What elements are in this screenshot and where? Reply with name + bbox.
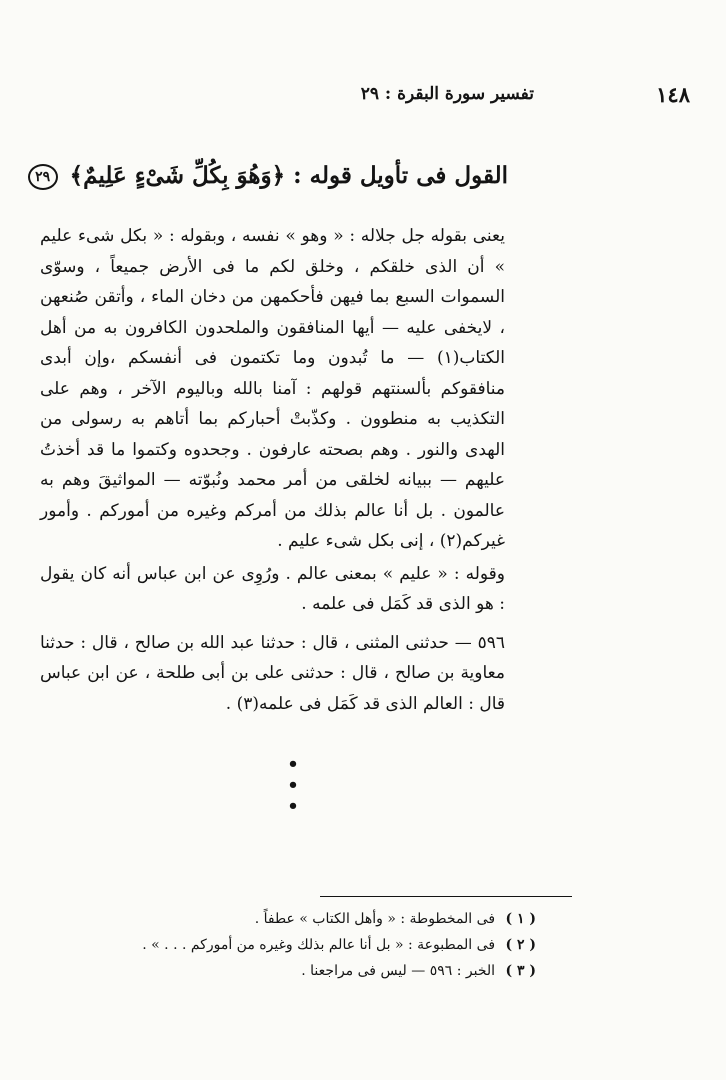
footnote-number: ( ٣ ) (505, 963, 536, 979)
section-heading (28, 162, 508, 190)
paragraph-1: يعنى بقوله جل جلاله : « وهو » نفسه ، وبقوله : « بكل شىء عليم » أن الذى خلقكم ، وخلق لكم ما فى الأرض جميعاً ، وسوّى السموات السبع بما فيهن فأحكمهن من دخان الماء ، وأتقن صُنعهن ، لايخفى عليه — أيها المنافقون والملحدون الكافرون به من أهل الكتاب(١) — ما تُبدون وما تكتمون فى أنفسكم ،وإن أبدى منافقوكم بألسنتهم قولهم : آمنا بالله وباليوم الآخر ، وهم على التكذيب به منطوون . وكذّبتْ أحباركم بما أتاهم به رسولى من الهدى والنور . وهم بصحته عارفون . وجحدوه وكتموا ما قد أخذتُ عليهم — ببيانه لخلقى من أمر محمد ونُبوّته — المواثيقَ وهم به عالمون . بل أنا عالم بذلك من أمركم وغيره من أموركم . وأمور غيركم(٢) ، إنى بكل شىء عليم . (40, 226, 505, 551)
footnote-text: الخبر : ٥٩٦ — ليس فى مراجعنا . (301, 963, 496, 979)
footnote-1 (90, 906, 536, 932)
footnote-text: فى المطبوعة : « بل أنا عالم بذلك وغيره من أموركم . . . » . (142, 937, 496, 953)
footnote-text: فى المخطوطة : « وأهل الكتاب » عطفاً . (254, 911, 496, 927)
body-text (40, 221, 505, 719)
footnotes (90, 906, 536, 984)
footnote-2 (90, 932, 536, 958)
section-separator: • • • (287, 754, 313, 817)
running-header (48, 82, 690, 112)
running-title: تفسير سورة البقرة : ٢٩ (360, 84, 534, 104)
paragraph-2: وقوله : « عليم » بمعنى عالم . ورُوِى عن ابن عباس أنه كان يقول : هو الذى قد كَمَل فى علمه . (40, 563, 505, 614)
verse-number-badge: ٢٩ (28, 164, 58, 190)
section-heading-text: القول فى تأويل قوله : ﴿وَهُوَ بِكُلِّ شَىْءٍ عَلِيمٌ﴾ (69, 162, 508, 189)
footnote-number: ( ٢ ) (505, 937, 536, 953)
page-number: ١٤٨ (656, 82, 690, 107)
footnote-number: ( ١ ) (505, 911, 536, 927)
paragraph-3: ٥٩٦ — حدثنى المثنى ، قال : حدثنا عبد الله بن صالح ، قال : حدثنا معاوية بن صالح ، قال : حدثنى على بن أبى طلحة ، عن ابن عباس قال : العالم الذى قد كَمَل فى علمه(٣) . (40, 632, 505, 714)
footnote-3 (90, 958, 536, 984)
footnote-divider (320, 896, 572, 897)
